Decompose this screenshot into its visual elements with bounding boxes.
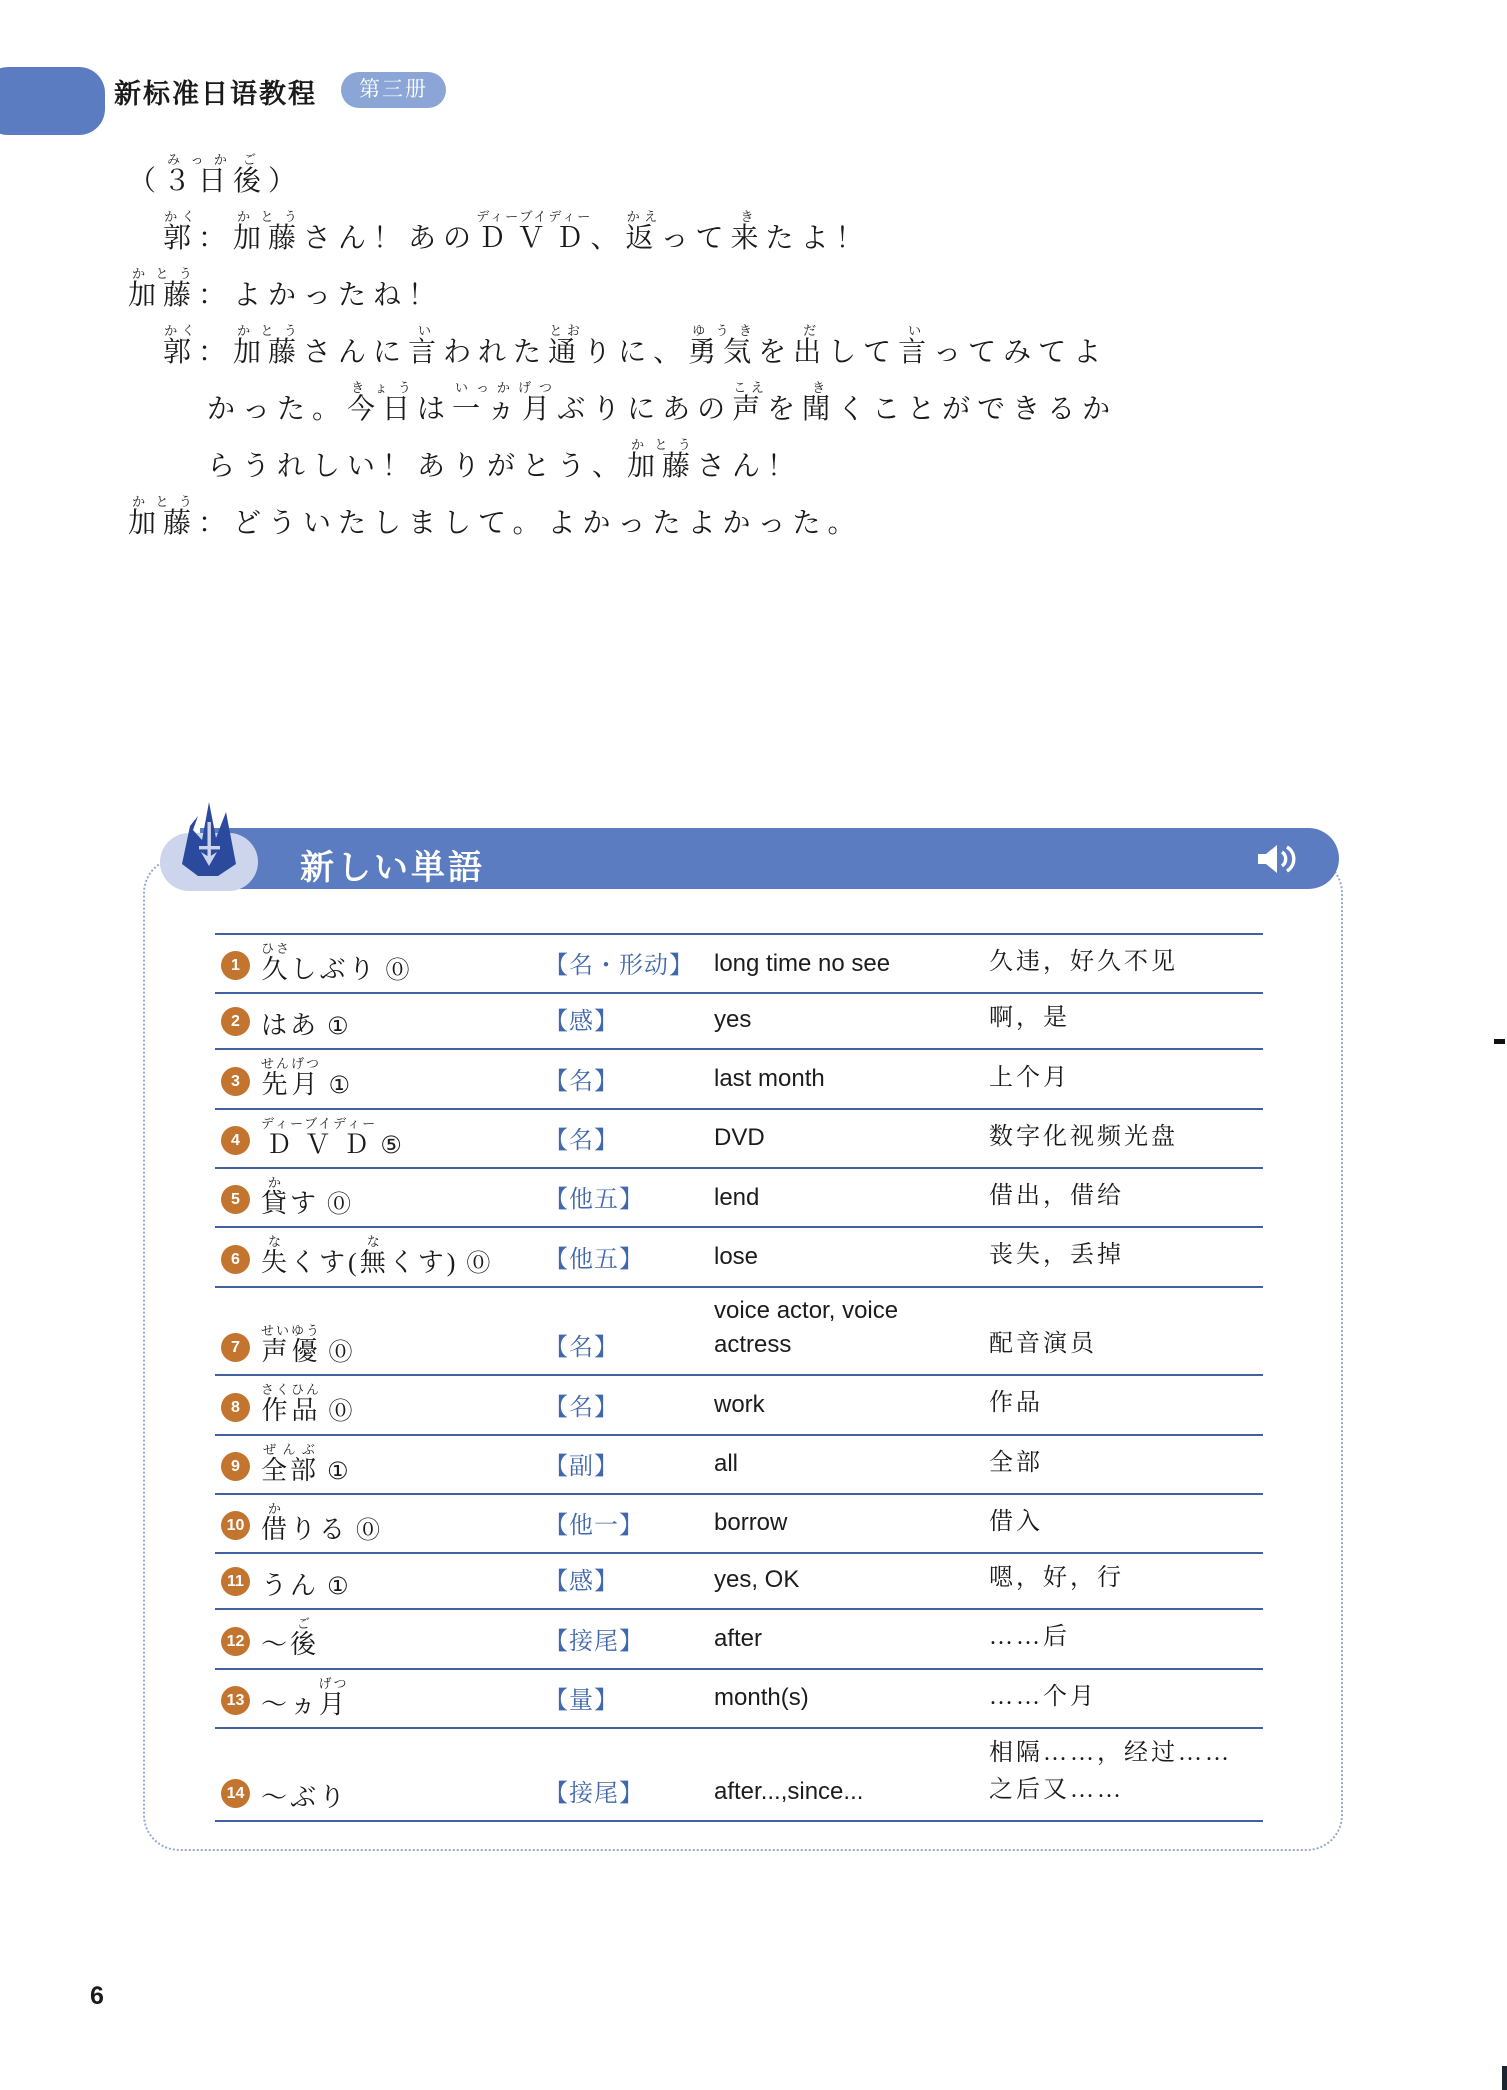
vocab-row <box>215 1376 1263 1435</box>
word-japanese: 久ひさしぶり ⓪ <box>261 941 410 984</box>
chinese-meaning: 上个月 <box>989 1064 1070 1091</box>
english-meaning: all <box>714 1450 739 1478</box>
accent-number: ① <box>327 1012 349 1041</box>
dialogue-text: かった。今日きょうは一ヵ月いっかげつぶりにあの声こえを聞きくことができるか <box>207 380 1118 425</box>
word-japanese: ＤＶＤディーブイディー⑤ <box>261 1115 402 1159</box>
chinese-meaning: 全部 <box>989 1449 1043 1476</box>
word-japanese: 先月せんげつ① <box>261 1056 351 1100</box>
word-number-badge: 14 <box>221 1779 250 1808</box>
dialogue <box>128 152 1452 551</box>
part-of-speech: 【感】 <box>544 1569 619 1596</box>
word-number-badge: 12 <box>221 1627 250 1656</box>
english-meaning: long time no see <box>714 949 891 977</box>
part-of-speech: 【名】 <box>544 1335 619 1362</box>
chinese-meaning: 数字化视频光盘 <box>989 1123 1178 1150</box>
page-number: 6 <box>90 1982 104 2010</box>
word-number-badge: 9 <box>221 1452 250 1481</box>
chinese-meaning: 借入 <box>989 1508 1043 1535</box>
accent-number: ① <box>328 1071 351 1100</box>
word-japanese: ～ヵ月げつ <box>261 1675 349 1719</box>
accent-number: ① <box>327 1456 349 1485</box>
accent-number: ① <box>327 1572 349 1601</box>
part-of-speech: 【他一】 <box>544 1513 644 1540</box>
english-meaning: DVD <box>714 1124 765 1152</box>
vocab-row <box>215 1169 1263 1228</box>
part-of-speech: 【感】 <box>544 1009 619 1036</box>
dialogue-text: 加藤かとうさんに言いわれた通とおりに、勇気ゆうきを出だして言いってみてよ <box>233 323 1109 368</box>
vocab-row <box>215 1554 1263 1610</box>
word-number-badge: 4 <box>221 1126 250 1155</box>
dialogue-line <box>128 266 1452 310</box>
english-meaning: last month <box>714 1064 825 1092</box>
word-japanese: ～後ご <box>261 1616 320 1660</box>
word-japanese: 声優せいゆう⓪ <box>261 1322 353 1366</box>
vocab-row <box>215 1288 1263 1377</box>
vocab-row <box>215 1670 1263 1729</box>
volume-badge: 第三册 <box>341 72 446 108</box>
accent-number: ⓪ <box>385 956 410 984</box>
word-japanese: はあ ① <box>261 1011 349 1041</box>
vocab-row <box>215 1110 1263 1169</box>
accent-number: ⓪ <box>328 1337 353 1366</box>
word-number-badge: 10 <box>221 1511 250 1540</box>
chinese-meaning: ……个月 <box>989 1683 1097 1710</box>
english-meaning: after <box>714 1624 763 1652</box>
dialogue-line <box>128 152 1452 196</box>
word-japanese: 作品さくひん⓪ <box>261 1382 353 1426</box>
vocab-row <box>215 935 1263 994</box>
english-meaning: yes, OK <box>714 1565 800 1593</box>
vocab-table <box>215 933 1263 1822</box>
part-of-speech: 【名】 <box>544 1394 619 1421</box>
dialogue-text: 加藤かとうさん！あのＤＶＤディーブイディー、返かえって来きたよ！ <box>233 209 871 254</box>
accent-number: ⓪ <box>356 1515 381 1544</box>
vocab-row <box>215 1610 1263 1669</box>
chinese-meaning: 配音演员 <box>989 1331 1097 1358</box>
part-of-speech: 【名】 <box>544 1128 619 1155</box>
vocab-row <box>215 1436 1263 1495</box>
dialogue-line <box>128 323 1452 367</box>
vocab-row <box>215 1495 1263 1554</box>
dialogue-line <box>128 494 1452 538</box>
scan-artifact-dash <box>1494 1039 1505 1044</box>
dialogue-text: どういたしまして。よかったよかった。 <box>233 508 863 539</box>
chinese-meaning: 借出，借给 <box>989 1183 1124 1210</box>
part-of-speech: 【他五】 <box>544 1187 644 1214</box>
part-of-speech: 【接尾】 <box>544 1628 644 1655</box>
word-number-badge: 3 <box>221 1067 250 1096</box>
word-japanese: ～ぶり <box>261 1783 349 1813</box>
part-of-speech: 【名・形动】 <box>544 953 694 980</box>
book-title: 新标准日语教程 <box>114 79 317 109</box>
word-japanese: 貸かす ⓪ <box>261 1175 352 1219</box>
word-number-badge: 13 <box>221 1686 250 1715</box>
chinese-meaning: 久违，好久不见 <box>989 949 1178 976</box>
english-meaning: month(s) <box>714 1684 809 1712</box>
english-meaning: lose <box>714 1242 759 1270</box>
word-number-badge: 6 <box>221 1245 250 1274</box>
dialogue-line <box>128 380 1452 424</box>
part-of-speech: 【他五】 <box>544 1246 644 1273</box>
scan-artifact-corner <box>1502 2066 1507 2090</box>
speaker-name: 加藤かとう： <box>128 494 234 539</box>
chinese-meaning: ……后 <box>989 1624 1070 1651</box>
word-number-badge: 5 <box>221 1185 250 1214</box>
english-meaning: borrow <box>714 1509 788 1537</box>
vocab-row <box>215 1228 1263 1287</box>
word-japanese: 借かりる ⓪ <box>261 1500 381 1544</box>
word-number-badge: 1 <box>221 951 250 980</box>
speaker-name: 加藤かとう： <box>128 266 234 311</box>
english-meaning: after...,since... <box>714 1777 864 1805</box>
origami-crane-icon <box>178 800 240 887</box>
part-of-speech: 【名】 <box>544 1068 619 1095</box>
chinese-meaning: 相隔……，经过…… 之后又…… <box>989 1739 1232 1804</box>
english-meaning: lend <box>714 1183 760 1211</box>
vocab-row <box>215 1729 1263 1822</box>
word-number-badge: 11 <box>221 1567 250 1596</box>
english-meaning: voice actor, voice actress <box>714 1296 899 1359</box>
word-japanese: 全部ぜんぶ① <box>261 1441 349 1485</box>
brand-color-block <box>0 67 105 135</box>
vocab-section-title: 新しい単語 <box>300 850 485 887</box>
word-number-badge: 8 <box>221 1393 250 1422</box>
word-japanese: うん ① <box>261 1571 349 1601</box>
dialogue-text: らうれしい！ありがとう、加藤かとうさん！ <box>207 437 803 482</box>
chinese-meaning: 丧失，丢掉 <box>989 1242 1124 1269</box>
speaker-name: 郭かく： <box>162 323 233 368</box>
speaker-name: 郭かく： <box>162 209 233 254</box>
dialogue-line <box>128 209 1452 253</box>
part-of-speech: 【副】 <box>544 1453 619 1480</box>
accent-number: ⓪ <box>327 1190 352 1219</box>
word-japanese: 失なくす(無なくす) ⓪ <box>261 1234 491 1278</box>
chinese-meaning: 啊，是 <box>989 1005 1070 1032</box>
accent-number: ⓪ <box>466 1249 491 1278</box>
speaker-icon[interactable] <box>1257 843 1301 880</box>
chinese-meaning: 嗯，好，行 <box>989 1565 1124 1592</box>
dialogue-text: よかったね！ <box>233 280 444 311</box>
vocab-row <box>215 1050 1263 1109</box>
part-of-speech: 【量】 <box>544 1687 619 1714</box>
part-of-speech: 【接尾】 <box>544 1781 644 1808</box>
dialogue-line <box>128 437 1452 481</box>
word-number-badge: 7 <box>221 1333 250 1362</box>
accent-number: ⑤ <box>380 1130 402 1159</box>
chinese-meaning: 作品 <box>989 1390 1043 1417</box>
dialogue-text: （３日みっか後ご） <box>128 152 304 197</box>
english-meaning: yes <box>714 1005 752 1033</box>
accent-number: ⓪ <box>328 1397 353 1426</box>
english-meaning: work <box>714 1390 765 1418</box>
word-number-badge: 2 <box>221 1007 250 1036</box>
vocab-section-header <box>200 828 1339 889</box>
vocab-row <box>215 994 1263 1050</box>
